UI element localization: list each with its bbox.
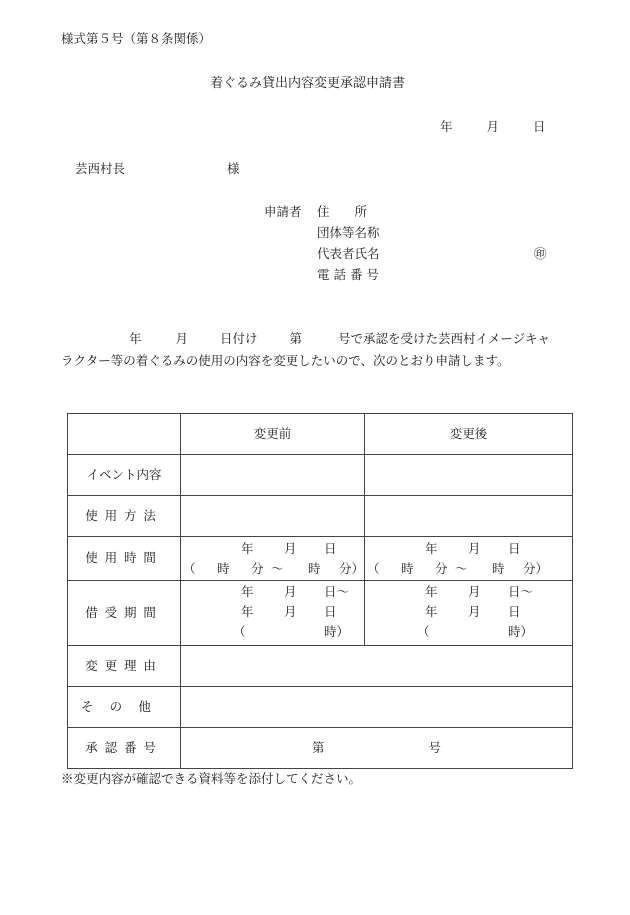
other-cell[interactable] — [181, 687, 573, 728]
body-line-2: ラクター等の着ぐるみの使用の内容を変更したいので、次のとおり申請します。 — [61, 353, 510, 368]
header-after: 変更後 — [365, 414, 573, 455]
applicant-address: 住 所 — [317, 204, 368, 219]
body-day: 日付け — [219, 331, 258, 346]
time-after-cell[interactable]: 年 月 日 （ 時 分 ～ 時 分） — [365, 537, 573, 581]
applicant-organization: 団体等名称 — [317, 225, 380, 240]
addressee-honorific: 様 — [226, 161, 240, 176]
event-before-cell[interactable] — [181, 455, 365, 496]
addressee-name: 芸西村長 — [75, 161, 126, 176]
event-after-cell[interactable] — [365, 455, 573, 496]
applicant-phone: 電 話 番 号 — [317, 267, 379, 282]
method-before-cell[interactable] — [181, 496, 365, 537]
row-label-other: その他 — [68, 687, 181, 728]
row-label-approval: 承認番号 — [68, 728, 181, 769]
period-before-cell[interactable]: 年 月 日～ 年 月 日 （ 時） — [181, 581, 365, 646]
footnote: ※変更内容が確認できる資料等を添付してください。 — [61, 771, 362, 786]
body-number-prefix: 第 — [289, 331, 302, 346]
row-label-method: 使用方法 — [68, 496, 181, 537]
time-before-cell[interactable]: 年 月 日 （ 時 分 ～ 時 分） — [181, 537, 365, 581]
applicant-representative: 代表者氏名 — [317, 246, 380, 261]
approval-suffix: 号 — [428, 739, 441, 755]
row-label-period: 借受期間 — [68, 581, 181, 646]
approval-prefix: 第 — [312, 739, 325, 755]
body-rest: 号で承認を受けた芸西村イメージキャ — [337, 331, 551, 346]
date-line — [440, 121, 545, 134]
approval-cell[interactable] — [181, 728, 573, 769]
header-empty — [68, 414, 181, 455]
date-year: 年 — [440, 119, 453, 134]
body-line-1 — [129, 333, 550, 346]
date-day: 日 — [532, 119, 546, 134]
seal-mark: ㊞ — [534, 246, 547, 261]
document-title: 着ぐるみ貸出内容変更承認申請書 — [210, 76, 406, 91]
reason-cell[interactable] — [181, 646, 573, 687]
header-before: 変更前 — [181, 414, 365, 455]
form-number: 様式第５号（第８条関係） — [61, 31, 212, 46]
applicant-label: 申請者 — [264, 204, 302, 219]
addressee — [75, 163, 240, 176]
body-year: 年 — [129, 331, 142, 346]
row-label-event: イベント内容 — [68, 455, 181, 496]
change-table — [67, 413, 573, 769]
date-month: 月 — [486, 119, 499, 134]
body-month: 月 — [175, 331, 188, 346]
period-after-cell[interactable]: 年 月 日～ 年 月 日 （ 時） — [365, 581, 573, 646]
row-label-reason: 変更理由 — [68, 646, 181, 687]
row-label-time: 使用時間 — [68, 537, 181, 581]
method-after-cell[interactable] — [365, 496, 573, 537]
